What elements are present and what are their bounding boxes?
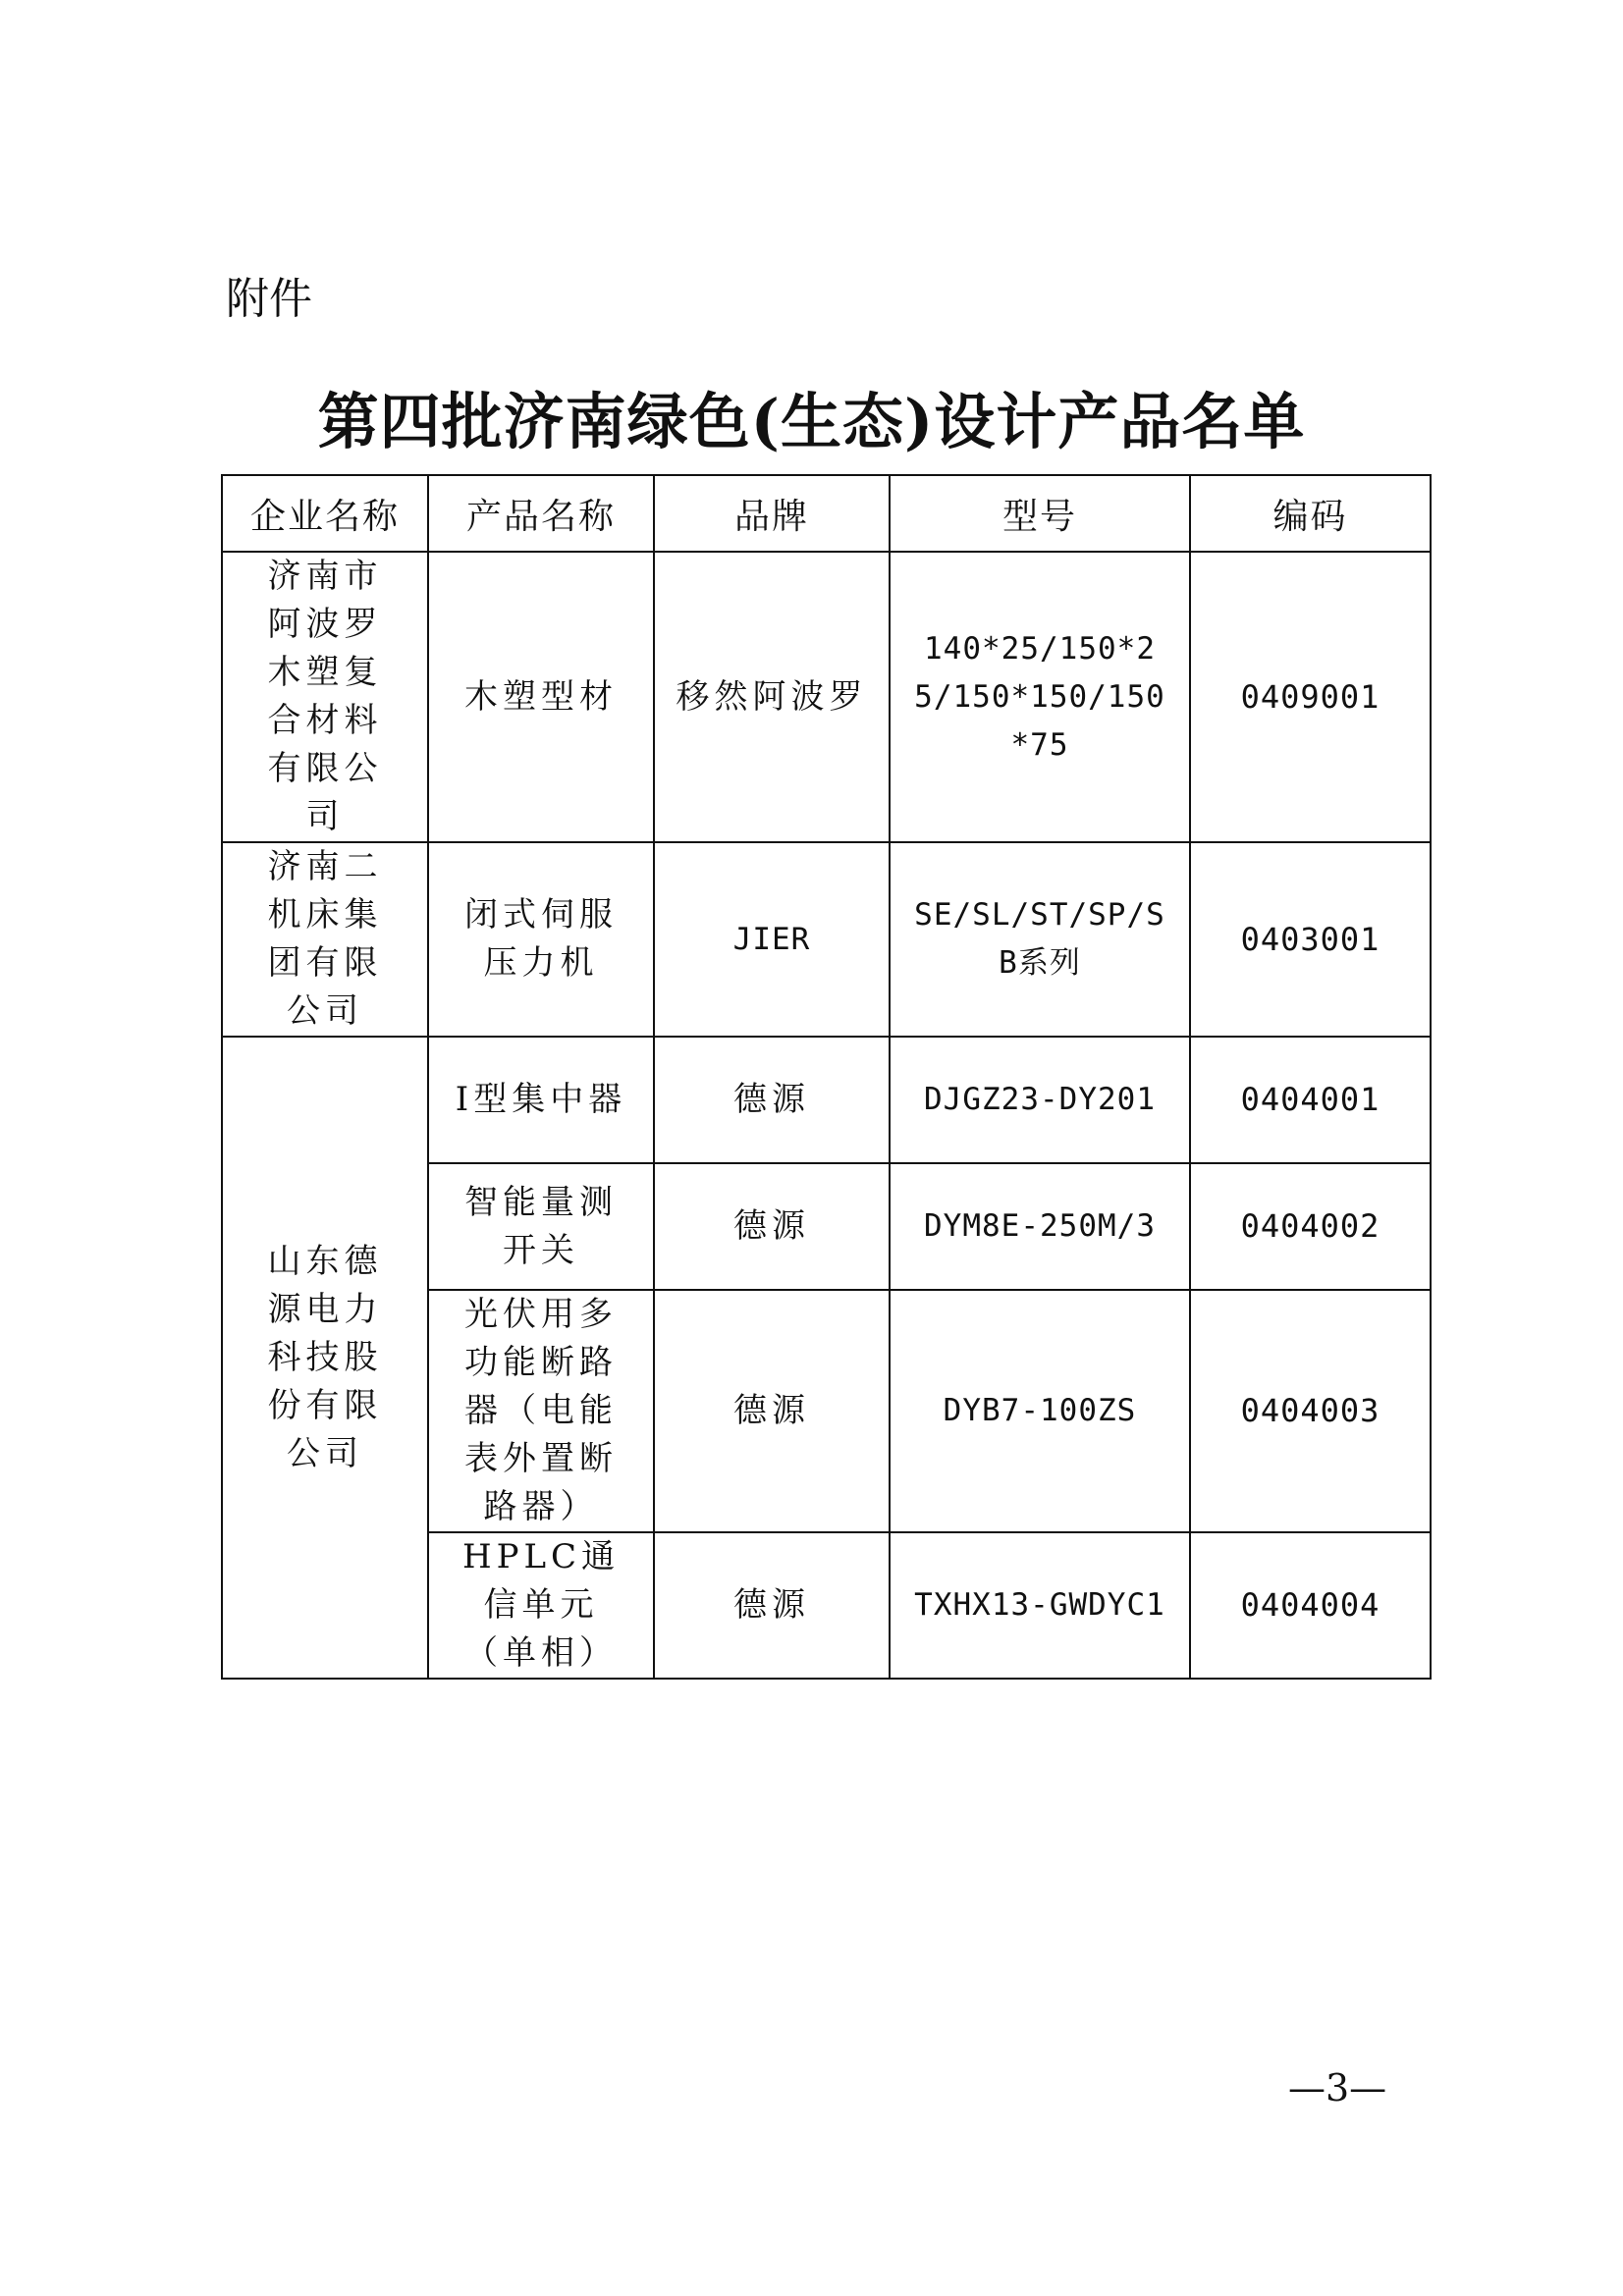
header-code: 编码 <box>1190 475 1431 552</box>
code: 0409001 <box>1190 552 1431 842</box>
product-name: I型集中器 <box>428 1037 654 1163</box>
page-number: —3— <box>1288 2066 1387 2109</box>
model: DYM8E-250M/3 <box>890 1163 1190 1290</box>
brand: 德源 <box>654 1037 890 1163</box>
brand: JIER <box>654 842 890 1037</box>
table-header-row <box>222 475 1431 552</box>
header-product: 产品名称 <box>428 475 654 552</box>
company-name: 山东德源电力科技股份有限公司 <box>222 1037 428 1679</box>
model: TXHX13-GWDYC1 <box>890 1532 1190 1679</box>
model: DYB7-100ZS <box>890 1290 1190 1532</box>
product-name: 光伏用多功能断路器（电能表外置断路器） <box>428 1290 654 1532</box>
table-row <box>222 842 1431 1037</box>
product-name: 智能量测开关 <box>428 1163 654 1290</box>
model: 140*25/150*25/150*150/150*75 <box>890 552 1190 842</box>
brand: 德源 <box>654 1163 890 1290</box>
code: 0404004 <box>1190 1532 1431 1679</box>
code: 0404002 <box>1190 1163 1431 1290</box>
product-name: 闭式伺服压力机 <box>428 842 654 1037</box>
company-name: 济南二机床集团有限公司 <box>222 842 428 1037</box>
brand: 移然阿波罗 <box>654 552 890 842</box>
code: 0404001 <box>1190 1037 1431 1163</box>
code: 0403001 <box>1190 842 1431 1037</box>
document-title: 第四批济南绿色(生态)设计产品名单 <box>317 386 1306 457</box>
code: 0404003 <box>1190 1290 1431 1532</box>
attachment-label: 附件 <box>226 274 312 324</box>
product-name: 木塑型材 <box>428 552 654 842</box>
header-company: 企业名称 <box>222 475 428 552</box>
table-row <box>222 552 1431 842</box>
product-list-table <box>221 474 1432 1680</box>
brand: 德源 <box>654 1532 890 1679</box>
model: DJGZ23-DY201 <box>890 1037 1190 1163</box>
brand: 德源 <box>654 1290 890 1532</box>
company-name: 济南市阿波罗木塑复合材料有限公司 <box>222 552 428 842</box>
table-row <box>222 1037 1431 1163</box>
header-brand: 品牌 <box>654 475 890 552</box>
product-name: HPLC通信单元（单相） <box>428 1532 654 1679</box>
model: SE/SL/ST/SP/SB系列 <box>890 842 1190 1037</box>
header-model: 型号 <box>890 475 1190 552</box>
